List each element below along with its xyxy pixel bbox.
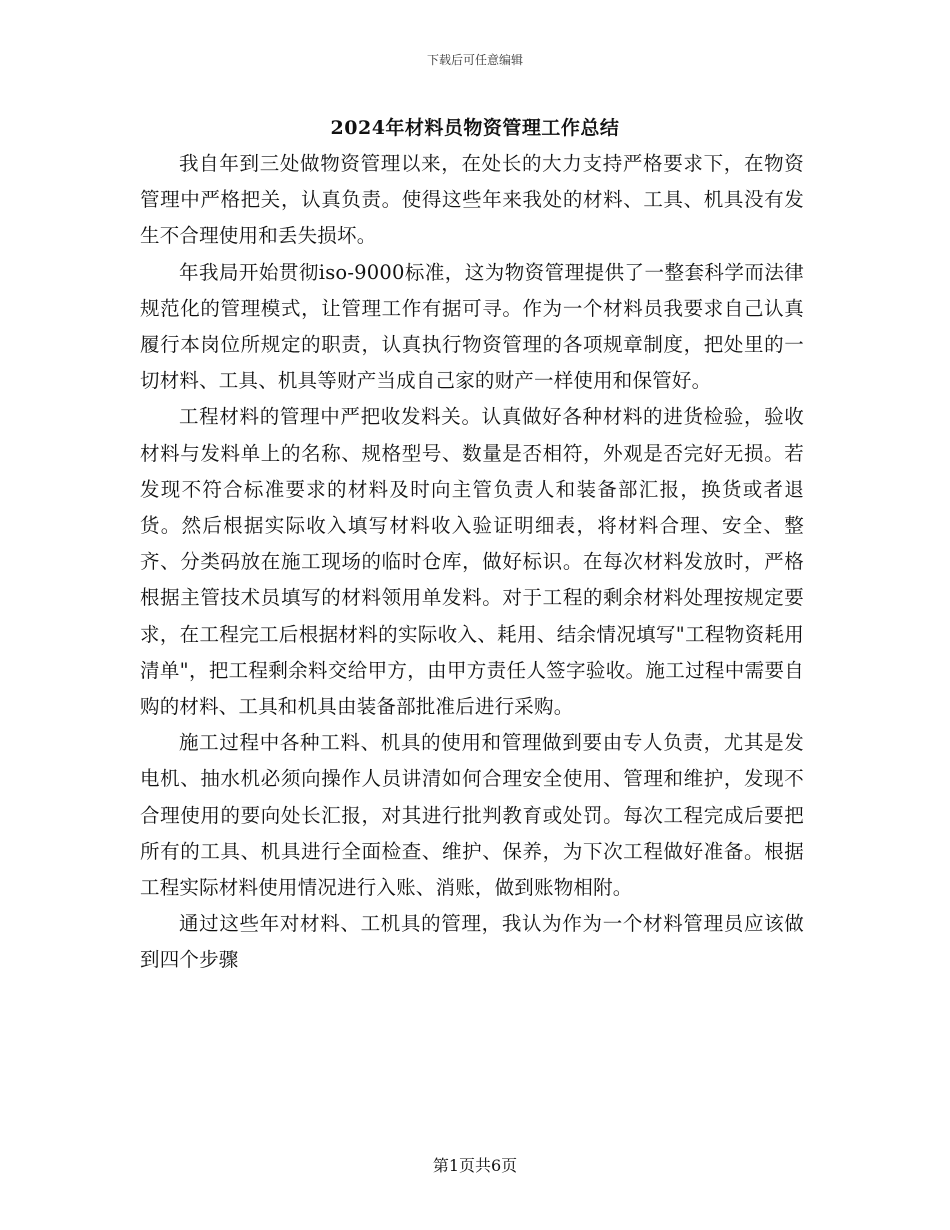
page-number: 第1页共6页	[432, 1156, 518, 1175]
document-title: 2024年材料员物资管理工作总结	[330, 117, 620, 139]
paragraph-3: 工程材料的管理中严把收发料关。认真做好各种材料的进货检验，验收材料与发料单上的名称、规格型号、数量是否相符，外观是否完好无损。若发现不符合标准要求的材料及时向主管负责人和装备部汇报，换货或者退货。然后根据实际收入填写材料收入验证明细表，将材料合理、安全、整齐、分类码放在施工现场的临时仓库，做好标识。在每次材料发放时，严格根据主管技术员填写的材料领用单发料。对于工程的剩余材料处理按规定要求，在工程完工后根据材料的实际收入、耗用、结余情况填写"工程物资耗用清单"，把工程剩余料交给甲方，由甲方责任人签字验收。施工过程中需要自购的材料、工具和机具由装备部批准后进行采购。	[140, 405, 804, 719]
paragraph-2: 年我局开始贯彻iso-9000标准，这为物资管理提供了一整套科学而法律规范化的管理模式，让管理工作有据可寻。作为一个材料员我要求自己认真履行本岗位所规定的职责，认真执行物资管理的各项规章制度，把处里的一切材料、工具、机具等财产当成自己家的财产一样使用和保管好。	[140, 260, 804, 393]
paragraph-5: 通过这些年对材料、工机具的管理，我认为作为一个材料管理员应该做到四个步骤	[140, 912, 804, 972]
paragraph-4: 施工过程中各种工料、机具的使用和管理做到要由专人负责，尤其是发电机、抽水机必须向操作人员讲清如何合理安全使用、管理和维护，发现不合理使用的要向处长汇报，对其进行批判教育或处罚。每次工程完成后要把所有的工具、机具进行全面检查、维护、保养，为下次工程做好准备。根据工程实际材料使用情况进行入账、消账，做到账物相附。	[140, 731, 804, 900]
paragraph-1: 我自年到三处做物资管理以来，在处长的大力支持严格要求下，在物资管理中严格把关，认真负责。使得这些年来我处的材料、工具、机具没有发生不合理使用和丢失损坏。	[140, 152, 804, 248]
document-body	[140, 146, 804, 979]
page-header-note: 下载后可任意编辑	[426, 53, 523, 67]
